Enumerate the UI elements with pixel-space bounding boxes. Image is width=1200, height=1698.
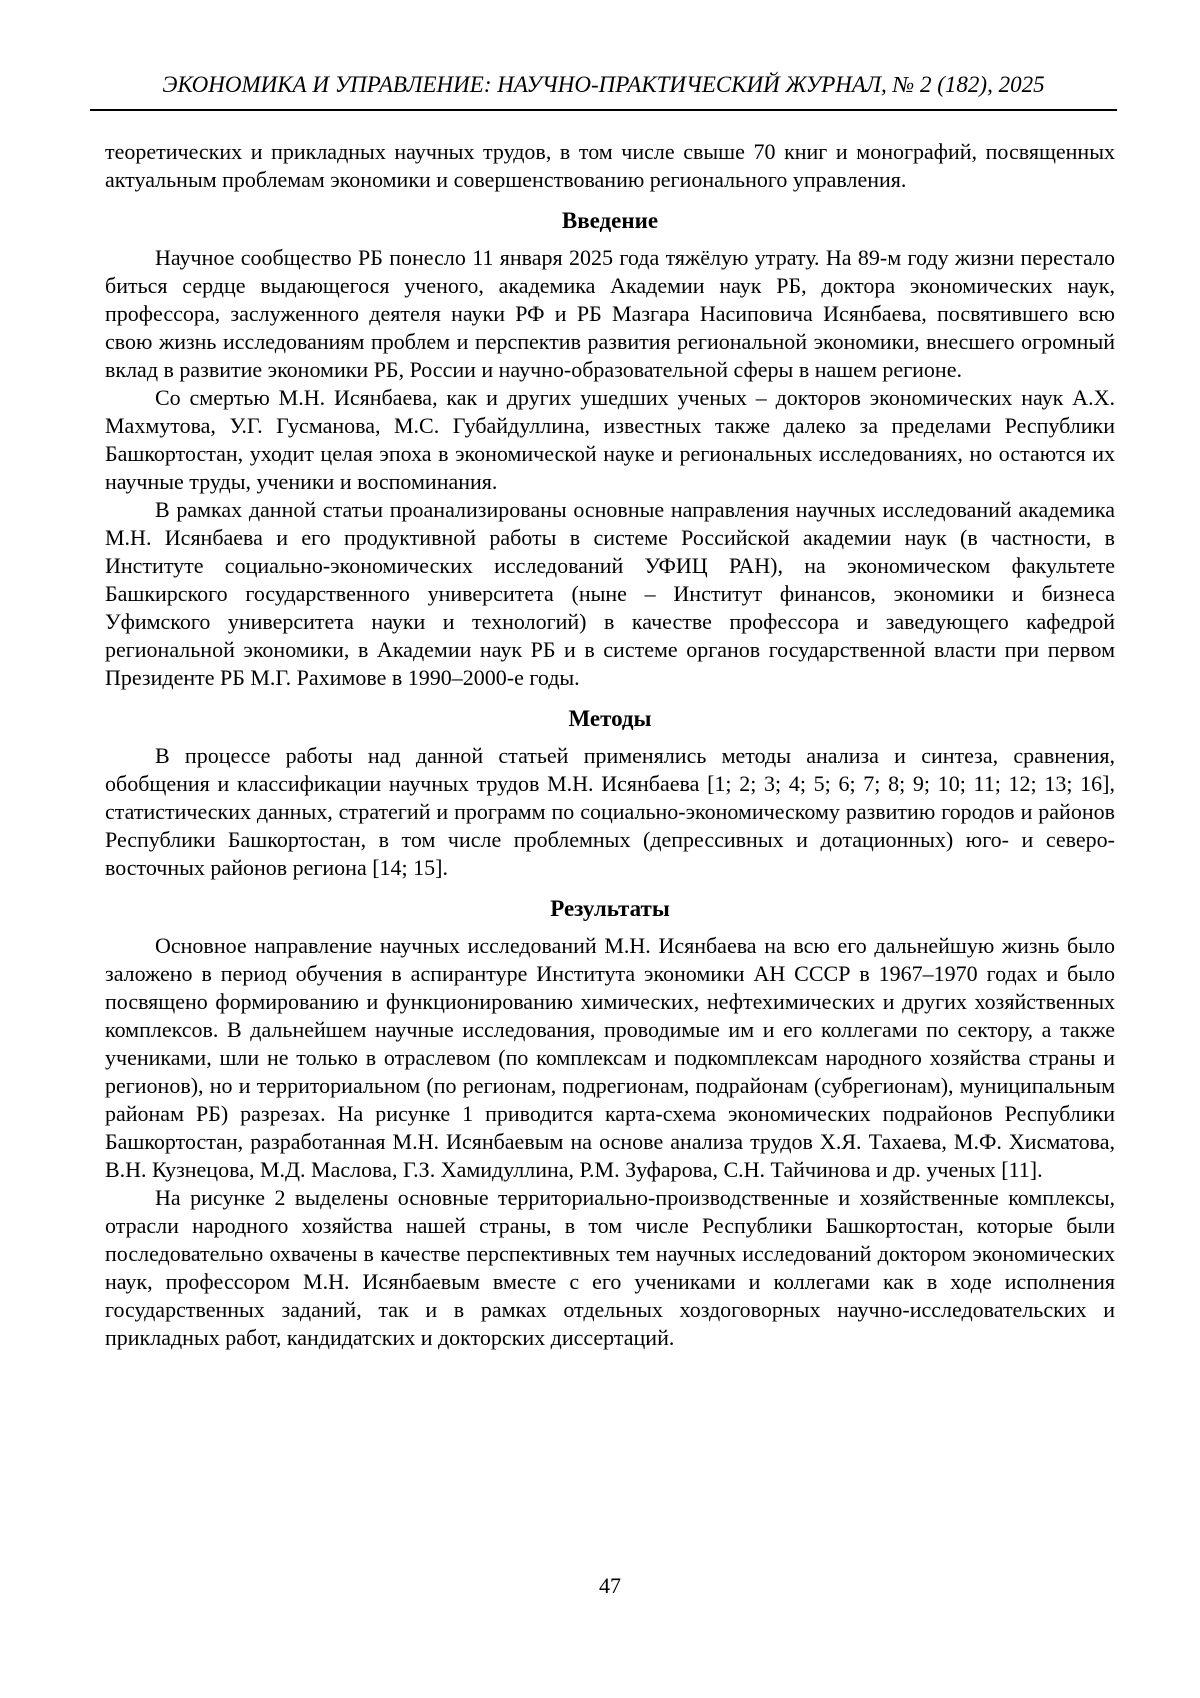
section-heading-results: Результаты	[550, 896, 670, 921]
section-heading-introduction: Введение	[561, 208, 659, 233]
page-footer	[105, 1572, 1115, 1600]
paragraph: Со смертью М.Н. Исянбаева, как и других ушедших ученых – докторов экономических наук А.Х. Махмутова, У.Г. Гусманова, М.С. Губайдуллина, известных также далеко за пределами Республики Башкортостан, уходит целая эпоха в экономической науке и региональных исследованиях, но остаются их научные труды, ученики и воспоминания.	[105, 385, 1115, 494]
article-body	[105, 138, 1115, 1352]
paragraph: Научное сообщество РБ понесло 11 января 2025 года тяжёлую утрату. На 89-м году жизни перестало биться сердце выдающегося ученого, академика Академии наук РБ, доктора экономических наук, профессора, заслуженного деятеля науки РФ и РБ Мазгара Насиповича Исянбаева, посвятившего всю свою жизнь исследованиям проблем и перспектив развития региональной экономики, внесшего огромный вклад в развитие экономики РБ, России и научно-образовательной сферы в нашем регионе.	[105, 245, 1115, 382]
paragraph: На рисунке 2 выделены основные территориально-производственные и хозяйственные комплексы, отрасли народного хозяйства нашей страны, в том числе Республики Башкортостан, которые были последовательно охвачены в качестве перспективных тем научных исследований доктором экономических наук, профессором М.Н. Исянбаевым вместе с его учениками и коллегами как в ходе исполнения государственных заданий, так и в рамках отдельных хоздоговорных научно-исследовательских и прикладных работ, кандидатских и докторских диссертаций.	[105, 1185, 1115, 1350]
paragraph: В процессе работы над данной статьей применялись методы анализа и синтеза, сравнения, обобщения и классификации научных трудов М.Н. Исянбаева [1; 2; 3; 4; 5; 6; 7; 8; 9; 10; 11; 12; 13; 16], статистических данных, стратегий и программ по социально-экономическому развитию городов и районов Республики Башкортостан, в том числе проблемных (депрессивных и дотационных) юго- и северо-восточных районов региона [14; 15].	[105, 743, 1115, 880]
paragraph: В рамках данной статьи проанализированы основные направления научных исследований академика М.Н. Исянбаева и его продуктивной работы в системе Российской академии наук (в частности, в Институте социально-экономических исследований УФИЦ РАН), на экономическом факультете Башкирского государственного университета (ныне – Институт финансов, экономики и бизнеса Уфимского университета науки и технологий) в качестве профессора и заведующего кафедрой региональной экономики, в Академии наук РБ и в системе органов государственной власти при первом Президенте РБ М.Г. Рахимове в 1990–2000-е годы.	[105, 497, 1115, 690]
section-heading-methods: Методы	[568, 706, 652, 731]
lead-paragraph: теоретических и прикладных научных трудов, в том числе свыше 70 книг и монографий, посвященных актуальным проблемам экономики и совершенствованию регионального управления.	[105, 139, 1115, 192]
journal-header	[90, 70, 1117, 111]
journal-title: ЭКОНОМИКА И УПРАВЛЕНИЕ: НАУЧНО-ПРАКТИЧЕСКИЙ ЖУРНАЛ, № 2 (182), 2025	[162, 72, 1045, 97]
page-number: 47	[599, 1573, 621, 1598]
paragraph: Основное направление научных исследований М.Н. Исянбаева на всю его дальнейшую жизнь было заложено в период обучения в аспирантуре Института экономики АН СССР в 1967–1970 годах и было посвящено формированию и функционированию химических, нефтехимических и других хозяйственных комплексов. В дальнейшем научные исследования, проводимые им и его коллегами по сектору, а также учениками, шли не только в отраслевом (по комплексам и подкомплексам народного хозяйства страны и регионов), но и территориальном (по регионам, подрегионам, подрайонам (субрегионам), муниципальным районам РБ) разрезах. На рисунке 1 приводится карта-схема экономических подрайонов Республики Башкортостан, разработанная М.Н. Исянбаевым на основе анализа трудов Х.Я. Тахаева, М.Ф. Хисматова, В.Н. Кузнецова, М.Д. Маслова, Г.З. Хамидуллина, Р.М. Зуфарова, С.Н. Тайчинова и др. ученых [11].	[105, 933, 1115, 1182]
